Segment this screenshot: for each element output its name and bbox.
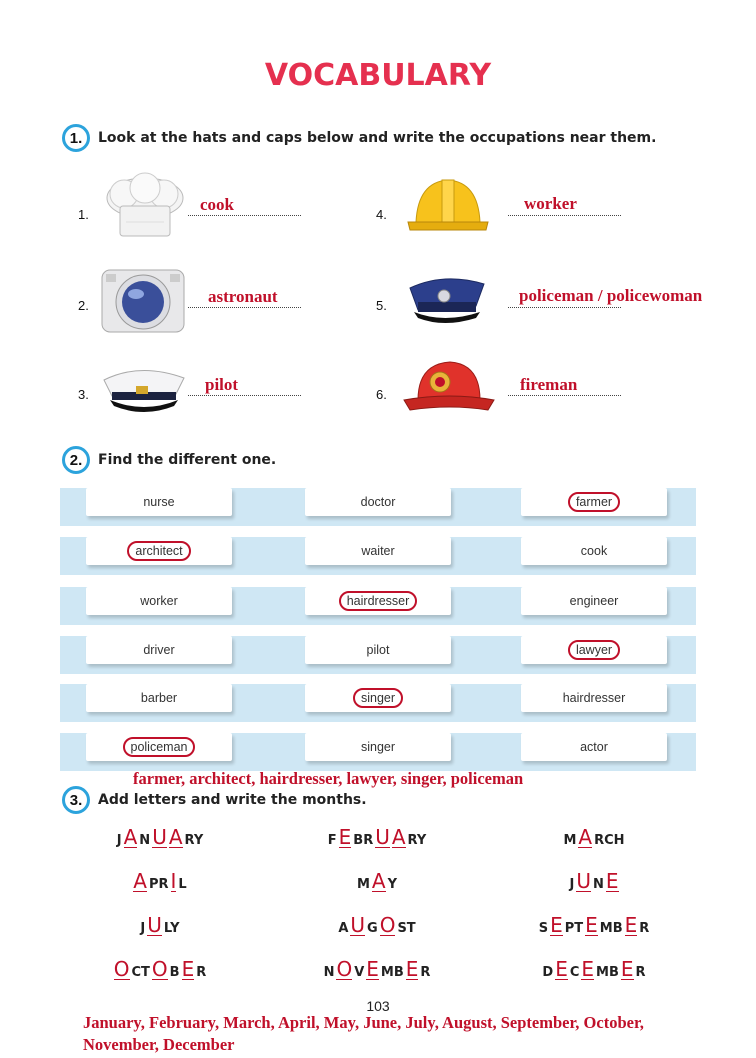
word: waiter <box>361 544 395 558</box>
circled-word: lawyer <box>568 640 620 660</box>
given-letters: J <box>140 921 146 936</box>
answer-text: pilot <box>205 375 239 394</box>
given-letters: C <box>569 965 580 980</box>
added-letter: A <box>133 869 147 893</box>
given-letters: N <box>139 833 151 848</box>
month-word <box>80 822 240 848</box>
given-letters: G <box>367 921 378 936</box>
given-letters: R <box>635 965 646 980</box>
added-letter: E <box>605 869 619 893</box>
word-cell <box>86 684 232 712</box>
added-letter: O <box>336 957 353 981</box>
given-letters: ST <box>397 921 416 936</box>
word: singer <box>360 740 396 754</box>
section-2-instruction: Find the different one. <box>98 452 277 468</box>
month-word <box>297 822 457 848</box>
word-cell <box>86 537 232 565</box>
given-letters: RCH <box>594 833 625 848</box>
added-letter: U <box>375 825 390 849</box>
item-number: 5. <box>376 298 387 313</box>
circled-word: architect <box>127 541 190 561</box>
given-letters: N <box>592 877 604 892</box>
added-letter: E <box>181 957 195 981</box>
word: cook <box>580 544 608 558</box>
given-letters: BR <box>353 833 374 848</box>
section-3-number: 3. <box>62 786 90 814</box>
month-word <box>514 822 674 848</box>
answer-text: cook <box>200 195 234 214</box>
added-letter: E <box>585 913 598 937</box>
given-letters: MB <box>596 965 619 980</box>
given-letters: F <box>327 833 337 848</box>
added-letter: E <box>366 957 379 981</box>
added-letter: E <box>338 825 352 849</box>
added-letter: O <box>379 913 396 937</box>
word-cell <box>521 488 667 516</box>
word: nurse <box>143 495 175 509</box>
word-cell <box>305 537 451 565</box>
added-letter: E <box>581 957 595 981</box>
circled-word: singer <box>353 688 403 708</box>
section-3-instruction: Add letters and write the months. <box>98 792 367 808</box>
word-cell <box>305 488 451 516</box>
item-number: 1. <box>78 207 89 222</box>
answer-text: policeman / policewoman <box>519 286 703 305</box>
section-2-number: 2. <box>62 446 90 474</box>
answer-line <box>508 307 621 308</box>
given-letters: CT <box>131 965 150 980</box>
circled-word: hairdresser <box>339 591 418 611</box>
given-letters: MB <box>380 965 404 980</box>
added-letter: A <box>391 825 406 849</box>
added-letter: O <box>113 957 130 981</box>
page-title: VOCABULARY <box>264 58 492 93</box>
given-letters: A <box>338 921 349 936</box>
word-cell <box>86 733 232 761</box>
police-cap-icon <box>404 266 490 328</box>
word-cell <box>86 488 232 516</box>
month-word <box>80 910 240 936</box>
given-letters: B <box>169 965 180 980</box>
item-number: 4. <box>376 207 387 222</box>
page-number: 103 <box>366 998 390 1014</box>
given-letters: LY <box>163 921 180 936</box>
added-letter: E <box>550 913 563 937</box>
answer-text: astronaut <box>208 287 278 306</box>
pilot-cap-icon <box>100 360 188 416</box>
month-word <box>80 954 240 980</box>
astronaut-helmet-icon <box>100 264 186 336</box>
chef-hat-icon <box>102 172 188 240</box>
given-letters: Y <box>387 877 398 892</box>
answer-line <box>508 395 621 396</box>
word-cell <box>521 587 667 615</box>
month-word <box>514 910 674 936</box>
given-letters: RY <box>184 833 204 848</box>
word-cell <box>305 587 451 615</box>
added-letter: E <box>620 957 634 981</box>
word-cell <box>86 636 232 664</box>
given-letters: RY <box>407 833 427 848</box>
added-letter: A <box>371 869 386 893</box>
added-letter: A <box>123 825 138 849</box>
month-word <box>297 954 457 980</box>
month-word <box>514 954 674 980</box>
item-number: 2. <box>78 298 89 313</box>
given-letters: R <box>420 965 431 980</box>
item-number: 3. <box>78 387 89 402</box>
hard-hat-icon <box>404 172 490 238</box>
word-cell <box>305 684 451 712</box>
month-word <box>80 866 240 892</box>
added-letter: U <box>350 913 366 937</box>
month-word <box>297 910 457 936</box>
added-letter: E <box>405 957 419 981</box>
word-cell <box>305 733 451 761</box>
added-letter: A <box>578 825 593 849</box>
word-cell <box>521 636 667 664</box>
word-cell <box>521 537 667 565</box>
word-cell <box>521 684 667 712</box>
month-word <box>514 866 674 892</box>
answer-text: worker <box>524 194 577 213</box>
circled-word: policeman <box>123 737 196 757</box>
given-letters: PT <box>564 921 584 936</box>
given-letters: J <box>569 877 575 892</box>
section-2-answer: farmer, architect, hairdresser, lawyer, singer, policeman <box>133 769 524 788</box>
answer-line <box>188 395 301 396</box>
added-letter: U <box>576 869 591 893</box>
given-letters: R <box>196 965 207 980</box>
firefighter-helmet-icon <box>402 356 496 418</box>
word-cell <box>86 587 232 615</box>
added-letter: A <box>168 825 183 849</box>
given-letters: S <box>538 921 549 936</box>
word-cell <box>521 733 667 761</box>
added-letter: U <box>147 913 162 937</box>
answer-line <box>188 307 301 308</box>
given-letters: N <box>323 965 335 980</box>
section-1-instruction: Look at the hats and caps below and write the occupations near them. <box>98 130 657 146</box>
added-letter: U <box>152 825 167 849</box>
given-letters: D <box>542 965 554 980</box>
added-letter: I <box>170 869 177 893</box>
month-word <box>297 866 457 892</box>
added-letter: E <box>555 957 568 981</box>
answer-line <box>188 215 301 216</box>
given-letters: PR <box>148 877 169 892</box>
given-letters: R <box>639 921 650 936</box>
word: worker <box>140 594 178 608</box>
word: engineer <box>569 594 619 608</box>
word-cell <box>305 636 451 664</box>
item-number: 6. <box>376 387 387 402</box>
answer-text: fireman <box>520 375 578 394</box>
added-letter: E <box>624 913 638 937</box>
word: barber <box>140 691 178 705</box>
word: pilot <box>366 643 390 657</box>
given-letters: L <box>178 877 187 892</box>
given-letters: M <box>356 877 370 892</box>
answer-line <box>508 215 621 216</box>
word: actor <box>580 740 608 754</box>
section-1-number: 1. <box>62 124 90 152</box>
word: hairdresser <box>562 691 626 705</box>
given-letters: MB <box>599 921 623 936</box>
given-letters: V <box>354 965 365 980</box>
given-letters: J <box>116 833 122 848</box>
section-3-answer: January, February, March, April, May, June, July, August, September, October, November, December <box>83 1013 644 1054</box>
circled-word: farmer <box>568 492 620 512</box>
given-letters: M <box>563 833 577 848</box>
word: driver <box>143 643 175 657</box>
added-letter: O <box>151 957 168 981</box>
word: doctor <box>360 495 396 509</box>
